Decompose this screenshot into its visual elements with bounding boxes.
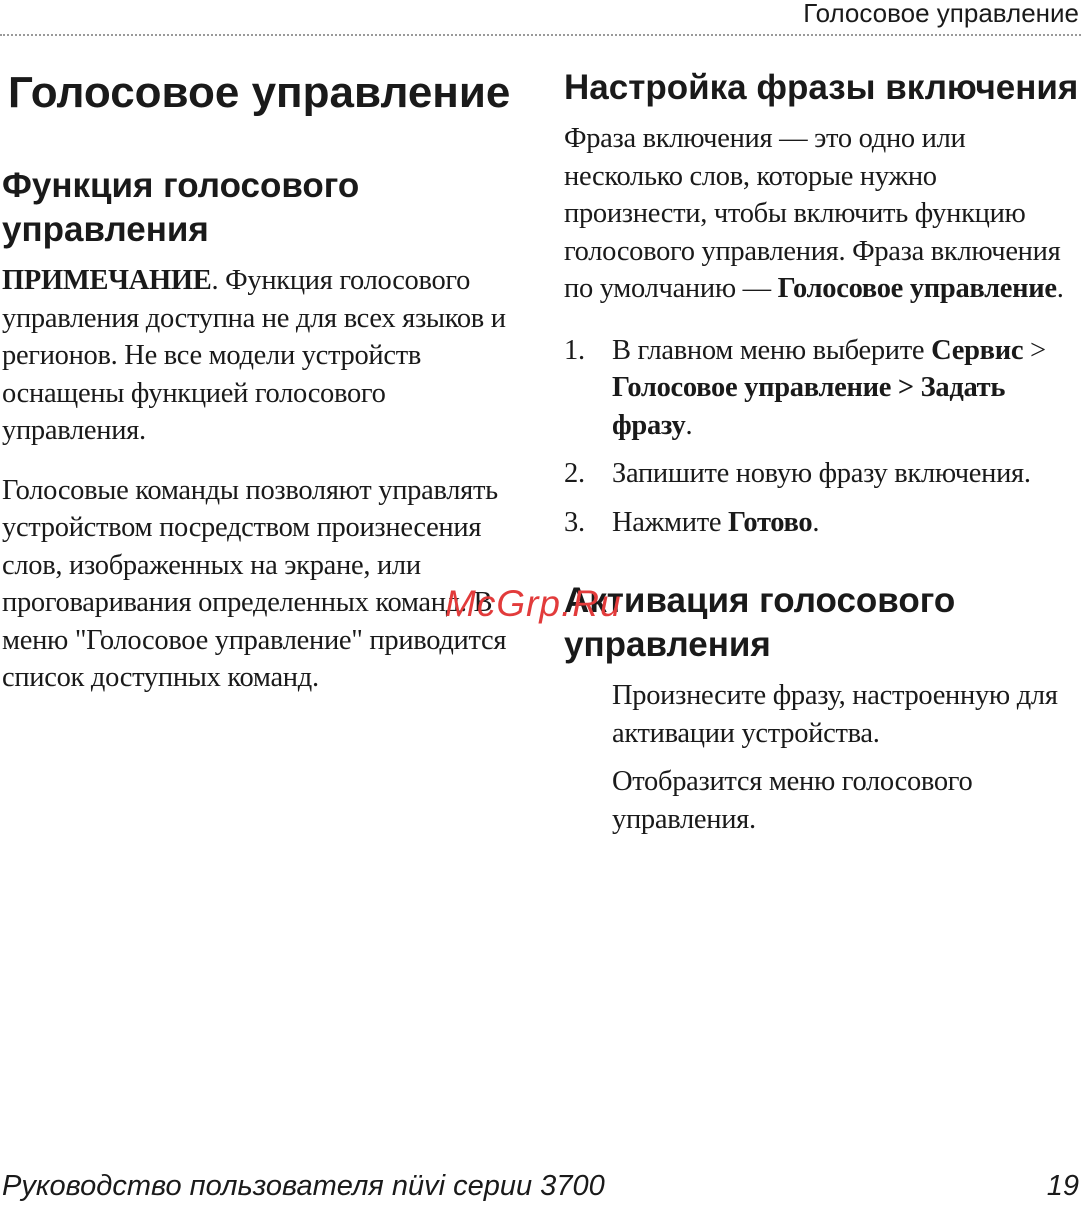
wakeup-default-phrase: Голосовое управление [777,273,1057,304]
page-title: Голосовое управление [8,68,511,117]
step-end: . [685,409,693,441]
step-number: 3. [564,506,585,538]
right-column [564,66,1079,838]
step-separator: > [1023,334,1046,366]
wakeup-intro-text: Фраза включения — это одно или несколько слов, которые нужно произнести, чтобы включить функцию голосового управления. Фраза включения по умолчанию — [564,123,1061,304]
section-heading-activation: Активация голосового управления [564,581,956,664]
page-header [0,0,1081,36]
left-column [2,66,522,697]
step-number: 1. [564,334,585,366]
menu-path-service: Сервис [931,334,1024,366]
step-number: 2. [564,458,585,489]
done-button-label: Готово [728,506,813,538]
menu-path-set-phrase: Голосовое управление > Задать фразу [612,372,1006,441]
footer-manual-title: Руководство пользователя nüvi серии 3700 [2,1170,605,1202]
watermark: McGrp.Ru [445,583,622,624]
steps-list [564,332,1079,542]
list-item [564,332,1079,445]
activation-paragraph-2: Отобразится меню голосового управления. [612,766,973,835]
running-title: Голосовое управление [803,0,1079,28]
wakeup-intro [564,120,1079,308]
list-item [564,455,1079,493]
section-heading-voice-function: Функция голосового управления [2,166,360,249]
note-paragraph [2,262,522,450]
step-end: . [812,506,820,538]
step-text: Нажмите [612,506,729,538]
step-text: Запишите новую фразу включения. [612,458,1031,489]
activation-paragraph-1: Произнесите фразу, настроенную для активации устройства. [612,680,1058,749]
commands-paragraph: Голосовые команды позволяют управлять устройством посредством произнесения слов, изображенных на экране, или проговаривания определенных команд. В меню "Голосовое управление" приводится список доступных команд. [2,474,507,693]
list-item [564,504,1079,542]
step-text: В главном меню выберите [612,334,932,366]
section-heading-wakeup-phrase: Настройка фразы включения [564,68,1079,107]
wakeup-intro-end: . [1056,273,1064,304]
footer-page-number: 19 [1046,1170,1079,1202]
note-text: . Функция голосового управления доступна не для всех языков и регионов. Не все модели устройств оснащены функцией голосового управления. [2,265,506,446]
note-label: ПРИМЕЧАНИЕ [2,265,212,296]
